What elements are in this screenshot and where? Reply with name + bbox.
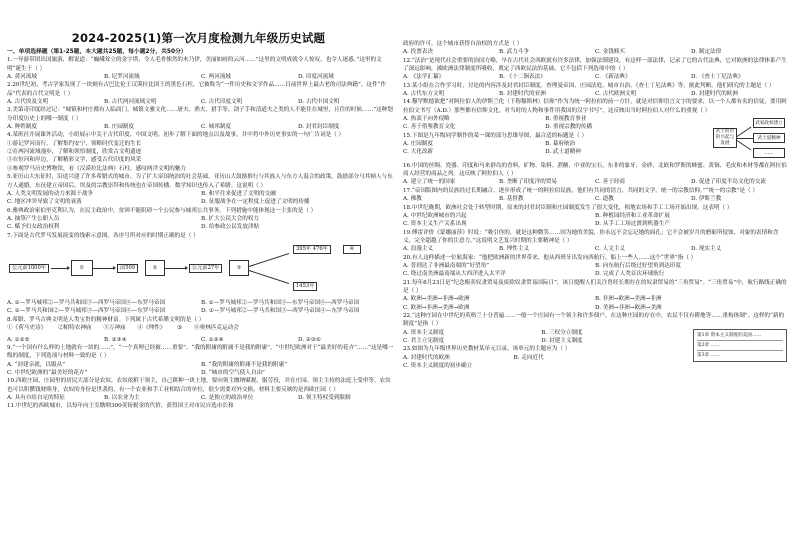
question-23: 23.如图为九年级世界历史教材某单元目录，该单元的主题应为（ ） bbox=[403, 346, 571, 353]
option: C. 古代欧洲文明 bbox=[595, 91, 637, 98]
options-20 bbox=[403, 262, 787, 279]
question-1: 1.一导游带团出国旅游，解说道：“巍峨耸立的金字塔，令人毛骨悚然的木乃伊，美丽如画的云河……”这里的文明成就令人惊叹，也令人迷惑。”这里的文明“诞生于（ ） bbox=[7, 57, 382, 72]
option: C. 人文主义 bbox=[595, 246, 626, 253]
option: A. 热衷于向外侵略 bbox=[403, 116, 450, 123]
q8-items bbox=[7, 324, 395, 336]
options-9 bbox=[7, 361, 395, 378]
option: B. 庄园制度 bbox=[104, 124, 135, 131]
timeline-node-3: ③ bbox=[229, 260, 249, 276]
q8-item: ⑥奥林匹克运动会 bbox=[194, 324, 239, 331]
option: B. 非洲→欧洲→美洲→非洲 bbox=[595, 296, 662, 303]
options-15 bbox=[403, 140, 687, 157]
option: D. 领主特权受到限制 bbox=[298, 395, 351, 402]
question-20: 20.有人这样描述一位航海家：“他把欧洲新的世界带来，他从西班牙出发向西航行，船上一些人……这个“世界”指（ ） bbox=[403, 254, 697, 261]
option: D. 古代中国文明 bbox=[298, 99, 340, 106]
option: C. 资本主义制度的初步确立 bbox=[403, 363, 473, 370]
option: C. 是独立的政治单位 bbox=[201, 395, 254, 402]
option: B. 种植园经济和工业革命扩展 bbox=[595, 212, 670, 219]
options-3 bbox=[7, 123, 395, 131]
timeline-node-1: ① bbox=[71, 260, 93, 276]
mind-map-center: 武士阶层的兴起与发展 bbox=[713, 128, 737, 148]
option: B. 幕府统治 bbox=[545, 141, 576, 148]
timeline-branch-down bbox=[249, 270, 289, 284]
timeline-box-509: 前509 bbox=[117, 264, 138, 273]
question-22: 22.“这种庄园在中世纪的英格兰十分普遍……一般一个庄园有一个领主和许多佃户，在这种庄园的存在中，农民不仅有耕地等……重构体制”。这样的“新的制度”是指（ ） bbox=[403, 312, 785, 328]
option: B. 扩大公民大会的权力 bbox=[201, 215, 260, 222]
option: D. “城市的空气使人自由” bbox=[201, 370, 265, 376]
question-21: 21.每年8月23日是“纪念贩卖奴隶贸易及废除奴隶贸易国际日”，该日提醒人们关注曾经长期存在的奴隶贸易的“三角贸易”。“三角贸易”中，航行路线正确的是（ ） bbox=[403, 279, 787, 294]
contents-line: 第2章 …… bbox=[697, 341, 783, 351]
option: B. 《十二铜表法》 bbox=[499, 74, 546, 81]
options-23 bbox=[403, 354, 679, 371]
options-7 bbox=[7, 299, 395, 316]
q8-item: ⑤ bbox=[177, 324, 183, 331]
option: D. 制定法律 bbox=[691, 49, 722, 56]
option: A. 浪漫主义 bbox=[403, 246, 433, 253]
question-16: 16.中国的丝绸、瓷器、印度和马来群岛的香料、矿物、染料、蔗糖，中亚的宝石，东非的象牙、金砂，北欧和罗斯的蜂蜜、黄铜、毛皮和木材等都在阿拉伯商人经营的商品之列。这反映了阿拉伯人（ ） bbox=[403, 162, 787, 178]
question-11: 11.中世纪的西欧城市，以每年向王室缴纳300英镑税金的代价，获得国王对市民自选市长和 bbox=[7, 403, 234, 410]
year-395: 395年 bbox=[296, 245, 312, 252]
option: A. 佛教 bbox=[403, 196, 422, 203]
option: D. 伊斯兰教 bbox=[691, 196, 722, 203]
q8-item: ①《荷马史诗》 bbox=[7, 324, 47, 331]
option: A. 《法学汇纂》 bbox=[403, 74, 445, 81]
timeline-box-1453: 1453年 bbox=[293, 282, 317, 291]
option: D. 现实主义 bbox=[691, 246, 722, 253]
options-12 bbox=[403, 73, 787, 81]
question-19: 19.傅雷评价《蒙娜丽莎》时说：“吸引你的，就是这种微笑……因为她的美貌，你永远不会忘记她的面孔；它不会被岁月的磨砺所侵蚀，对象的表情和含义，完全超越了你的注意力。”这说明文艺复兴时期的主要精神是（ ） bbox=[403, 229, 779, 244]
option: C. 资本主义生产关系出现 bbox=[403, 221, 467, 228]
right-column bbox=[403, 40, 787, 558]
option: B. 封建时代的亚洲 bbox=[499, 91, 546, 98]
q4-item: ②在两河流域漫步，了解和领悟制度，欣赏古文明遗迹 bbox=[7, 149, 142, 156]
option: C. 大化改新 bbox=[403, 149, 434, 156]
option: B. 重视教育事业 bbox=[545, 116, 587, 123]
question-3: 3.美第奇印度经过记：“城镇和村庄都有人临商门，城镇文雅文化……屠夫、渔夫、猎手等、刽子手和清道夫之类的人不能住在城里，且住的时候……”这种划分印度历史上的哪一制度（ ） bbox=[7, 107, 393, 122]
options-16 bbox=[403, 178, 787, 186]
question-15: 15.下图是九年级同学制作的某一课的部分思维导图，最合适的标题是（ ） bbox=[403, 132, 588, 139]
option: A. 具有自给自足的特征 bbox=[7, 395, 65, 402]
options-13 bbox=[403, 90, 787, 98]
option: C. 道教 bbox=[595, 196, 614, 203]
mind-map-branch-1: 武家政权建立 bbox=[753, 118, 785, 128]
options-22 bbox=[403, 329, 679, 346]
option: D. 封君封臣制度 bbox=[298, 124, 340, 131]
rome-timeline-diagram bbox=[7, 242, 395, 296]
options-14 bbox=[403, 115, 687, 132]
option: D. 从手工工场过渡到机器生产 bbox=[595, 221, 670, 228]
question-4: 4.某班社开展课外活动，小组展示中关于古代印度、中国文明。初步了解下面的地点以及故事，并中将中外历史事实的一句广告词是（ ） bbox=[7, 132, 345, 139]
question-2: 2.20世纪初，考古学家发现了一块刻有古巴比伦王汉谟拉比国王的黑色石柱，它被称为“一件历史和文学作品……目前世界上最古老的司法典籍”。这件“作品”代表的古代文明是（ ） bbox=[7, 82, 387, 97]
option: C. ①②④ bbox=[201, 336, 224, 343]
q4-item: ④参观罗马历史博物馆，看《汉谟拉比法典》石柱，感叹两洋文明的魅力 bbox=[7, 165, 187, 172]
options-5 bbox=[7, 190, 395, 207]
option: A. 普到达了非洲最南端的“好望角” bbox=[403, 262, 490, 269]
option: A. 古代埃及文明 bbox=[7, 99, 49, 106]
option: C. 《新法典》 bbox=[595, 74, 631, 81]
options-11 bbox=[403, 48, 787, 56]
option: D. 武士道精神 bbox=[545, 149, 581, 156]
mind-map-figure bbox=[713, 116, 787, 162]
mind-map-line bbox=[737, 126, 752, 136]
option: B. 以农业为主 bbox=[104, 395, 140, 402]
option: C. 善于借鉴教育文化 bbox=[403, 124, 456, 131]
option: A. 种姓制度 bbox=[7, 124, 37, 131]
left-column bbox=[7, 38, 395, 556]
option: C. 城邦制度 bbox=[201, 124, 232, 131]
option: C. 金钱赎买 bbox=[595, 49, 626, 56]
timeline-box-27: 公元前27年 bbox=[189, 264, 222, 273]
option: B. ①—罗马城邦②—罗马共和国③—东罗马帝国④—西罗马帝国 bbox=[201, 299, 360, 306]
options-2 bbox=[7, 98, 395, 106]
option: B. 垄断了印度洋的贸易 bbox=[499, 179, 558, 186]
option: A. ①②⑤ bbox=[7, 336, 30, 343]
option: A. 投票表决 bbox=[403, 49, 433, 56]
timeline-node-4: ④ bbox=[343, 245, 361, 254]
question-9: 9.“一个国有什么样的土地就有一块的……”，“一个真理已经被……重要”。“我的附庸的附庸不是我的附庸”，“中世纪欧洲对于“最美好的花卉”……”这是哪一级的制度，下列选项与材料一致的是（ ） bbox=[7, 344, 394, 360]
option: B. ②③④ bbox=[104, 336, 127, 343]
option: B. 理性主义 bbox=[499, 246, 530, 253]
contents-line: 第3章 …… bbox=[697, 352, 720, 358]
option: D. 美洲→非洲→欧洲→美洲 bbox=[595, 304, 662, 311]
option: C. ①—罗马共和国②—罗马城邦③—西罗马帝国④—东罗马帝国 bbox=[7, 308, 166, 315]
timeline-start-box: 公元前1000年 bbox=[9, 264, 49, 273]
option: A. 建立了统一的国家 bbox=[403, 179, 456, 186]
q8-item: ③万神庙 bbox=[103, 324, 126, 331]
option: B. 尼罗河流域 bbox=[104, 74, 140, 81]
question-10: 10.西欧庄园，庄园里的居民大部分是农奴，农奴依附于领主，自己耕种一块土地，要向领主缴纳赋税、服劳役，并在庄园、领主主持的法庭上受审等。农奴也可以积攒钱财赎身，农奴的身份是世袭的，有一个农业和手工业相结合的单位，很少需要对外交换。材料主要反映的是西欧庄园（ ） bbox=[7, 378, 391, 393]
option: D. 封建主义制度 bbox=[541, 338, 583, 344]
option: A. 古代东方文明 bbox=[403, 91, 445, 98]
section-heading: 一、单项选择题（第1-25题，本大题共25题，每小题2分，共50分） bbox=[7, 49, 187, 55]
option: A. “封建亲就，以服从” bbox=[7, 361, 66, 368]
option: C. 君主立宪制度 bbox=[403, 338, 445, 344]
option: A. 资本主义制度 bbox=[403, 329, 445, 336]
q8-item: ②帕特农神庙 bbox=[57, 324, 92, 331]
option: B. 三权分立制度 bbox=[541, 329, 583, 336]
option: A. 庄园制度 bbox=[403, 141, 433, 148]
options-21 bbox=[403, 295, 787, 312]
option: B. 和平往来促进了文明的交融 bbox=[201, 190, 276, 197]
option: B. 基督教 bbox=[499, 196, 524, 203]
option: C. 绕过南美洲最南端从大西洋进入太平洋 bbox=[403, 271, 506, 278]
option: C. 善于经商 bbox=[595, 179, 626, 186]
question-14: 14.穆罕默德欲把“对阿拉伯人的伊斯兰化（下称穆斯林）信仰”作为为统一阿拉伯的前一方针，就是对信仰语言文字的要求，以一个人都有名的信徒，要用阿拉伯文书写（A.D.）那些都有信仰文化。对当时的人物和事件用我国的汉字书写”。这反映出当时阿拉伯人对什么的重视（ ） bbox=[403, 99, 787, 114]
option: D. 给参政公民发放津贴 bbox=[201, 224, 260, 231]
option: A. 欧洲→美洲→非洲→欧洲 bbox=[403, 296, 470, 303]
option: B. 向东航行后绕过好望角到达印度 bbox=[595, 262, 681, 269]
question-12: 12.“法治”是现代社会重要的治国方略，早在古代社会西欧就有许多法律，加强法制建设，有这样一部法律，记录了它的古代法典，它对欧洲的法律体系产生了深远影响，被欧洲法律制度所吸收，奠定了西欧民法的基础。它不包括下列选项中的（ ） bbox=[403, 57, 787, 73]
options-10 bbox=[7, 394, 395, 402]
option: C. 中世纪欧洲的“最美好的花卉” bbox=[7, 370, 88, 376]
contents-line: 第1章 资本主义制度的美国…… bbox=[697, 331, 783, 341]
options-8 bbox=[7, 336, 395, 344]
options-18 bbox=[403, 212, 787, 229]
option: D. 征服战争在一定程度上促进了文明的传播 bbox=[201, 199, 310, 206]
timeline-branch-up bbox=[249, 253, 289, 267]
option: C. 两河流域 bbox=[201, 74, 232, 81]
option: B. 武力斗争 bbox=[499, 49, 530, 56]
question-5: 5.亚历山大东征时，沿途兴建了许多希腊式的城市。为了扩大帝国统治的社会基础，亚历山大鼓励推行与其族人与东方人混合的政策，鼓励部分马其顿人与东方人通婚，东征建立帝国后，埃及的宗教崇拜和传统也在帝国传播。数学知识也传入了希腊。这说明（ ） bbox=[7, 174, 393, 189]
question-18: 18.中世纪晚期，欧洲社会处于转型时期，原来的封君封臣制和庄园制度发生了很大变化，租地农场和手工工场开始出现。这表明（ ） bbox=[403, 204, 733, 211]
option: D. 重视宗教的传播 bbox=[545, 124, 593, 131]
option: D. ①—罗马城邦②—罗马共和国③—西罗马帝国④—东罗马帝国 bbox=[201, 308, 360, 315]
timeline-arrow bbox=[93, 268, 115, 269]
option: D. 印度河流域 bbox=[298, 74, 334, 81]
option: D. 《查士丁尼法典》 bbox=[691, 74, 744, 81]
option: C. 赋予妇女政治权利 bbox=[7, 224, 60, 231]
option: A. 中世纪欧洲城市的兴起 bbox=[403, 212, 467, 219]
question-11-continued: 政府的许可。这个城市获得自治权的方式是（ ） bbox=[403, 41, 523, 47]
question-13: 13.某小组在合作学习时，讨论的内容涉及封君封臣制度、查理曼帝国、庄园法庭、城市自治、《查士丁尼法典》等。据此判断，他们研究的主题是（ ） bbox=[403, 82, 775, 89]
question-6: 6.雅典政治家伯里克利认为，在民主政治中，贫困不能阻碍一个公民参与城邦公共事务。下列措施中能体现这一主张的是（ ） bbox=[7, 207, 317, 214]
q8-item: ④《理性》 bbox=[137, 324, 166, 331]
page-title: 2024-2025(1)第一次月度检测九年级历史试题 bbox=[71, 31, 326, 45]
mind-map-line bbox=[737, 138, 753, 139]
option: D. 封建时代的欧洲 bbox=[691, 91, 738, 98]
option: C. 古代印度文明 bbox=[201, 99, 243, 106]
option: C. 地区冲突导致了文明的衰落 bbox=[7, 199, 82, 206]
option: A. 抽签产生公职人员 bbox=[7, 215, 60, 222]
option: A. 黄河流域 bbox=[7, 74, 37, 81]
timeline-arrow bbox=[51, 268, 69, 269]
mind-map-line bbox=[737, 140, 752, 150]
option: B. “我的附庸的附庸不是我的附庸” bbox=[201, 361, 288, 368]
option: A. 人类文明发展的动力来源于战争 bbox=[7, 190, 93, 197]
option: A. ①—罗马城邦②—罗马共和国③—西罗马帝国④—东罗马帝国 bbox=[7, 299, 166, 306]
textbook-contents-figure bbox=[693, 329, 787, 362]
option: A. 封建时代的欧洲 bbox=[403, 354, 450, 361]
timeline-node-2: ② bbox=[145, 260, 165, 276]
option: D. 完成了人类首次环球航行 bbox=[595, 271, 665, 278]
q4-item: ①游记罗河而行，了解集约安宁，领略时代变迁的生长 bbox=[7, 140, 142, 147]
options-6 bbox=[7, 215, 395, 232]
option: C. 欧洲→非洲→美洲→欧洲 bbox=[403, 304, 470, 311]
options-1 bbox=[7, 73, 395, 81]
question-17: 17.“帝国版图内的民族经过长期融合，逐步形成了统一的阿拉伯民族，他们有共同的语言，共同的文学，统一的宗教信仰。”“统一的宗教”是（ ） bbox=[403, 187, 758, 194]
question-7: 7.下面是古代罗马发展演变的线索示意图。各序号所对应的时期正确的是（ ） bbox=[7, 232, 199, 239]
option: D. ②③⑤ bbox=[298, 336, 321, 343]
options-19 bbox=[403, 245, 787, 253]
mind-map-branch-2: 武士道精神 bbox=[753, 133, 785, 143]
year-476: 476年 bbox=[312, 245, 328, 252]
options-17 bbox=[403, 195, 787, 203]
option: B. 古代两河流域文明 bbox=[104, 99, 157, 106]
timeline-arrow bbox=[165, 268, 187, 269]
mind-map-branch-3: …… bbox=[753, 148, 785, 158]
option: B. 走向近代 bbox=[513, 354, 544, 361]
q4-item: ③在恒河和岸边，了解精彩文学，感受古代印度的风采 bbox=[7, 157, 142, 164]
timeline-box-395-476 bbox=[293, 245, 331, 254]
option: D. 促进了印度半岛文化的交流 bbox=[691, 179, 766, 186]
question-8: 8.希腊、罗马古典文明是人类宝贵的精神财富。下列属于古代希腊文明的是（ ） bbox=[7, 316, 205, 323]
